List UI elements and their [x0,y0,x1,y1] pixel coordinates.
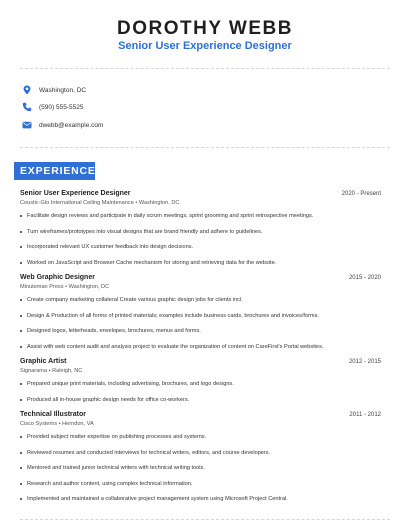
bullet-icon [20,315,22,317]
bullet-text: Produced all in-house graphic design needs for office co-workers. [27,397,190,403]
list-item [20,450,380,456]
list-item [20,465,380,471]
bullet-text: Assist with web content audit and analysis project to evaluate the organization of content on CareFirst's Portal websites. [27,344,324,350]
job-separator: • [48,368,53,374]
job-company-name: Coustic-Glo International Ceiling Maintenance [20,200,134,206]
job-company [20,368,82,374]
list-item [20,344,380,350]
divider-bottom [20,519,390,520]
bullet-text: Facilitate design reviews and participate in daily scrum meetings, sprint grooming and sprint retrospective meetings. [27,213,314,219]
job-company-name: Signarama [20,368,48,374]
job-title: Technical Illustrator [20,411,86,418]
bullet-text: Reviewed resumes and conducted interviews for technical writers, editors, and course developers. [27,450,271,456]
job-location: Herndon, VA [62,421,94,427]
email-icon [22,120,32,130]
bullet-text: Turn wireframes/prototypes into visual designs that are brand friendly and adhere to guidelines. [27,229,263,235]
job-title: Web Graphic Designer [20,274,95,281]
list-item [20,313,380,319]
phone-icon [22,102,32,112]
bullet-text: Implemented and maintained a collaborative project management system using Microsoft Project Central. [27,496,288,502]
bullet-text: Prepared unique print materials, including advertising, brochures, and logo designs. [27,381,234,387]
job-separator: • [58,421,63,427]
bullet-icon [20,262,22,264]
list-item [20,481,380,487]
bullet-icon [20,498,22,500]
contact-location-text: Washington, DC [39,86,87,94]
bullet-icon [20,330,22,332]
bullet-text: Create company marketing collateral Create various graphic design jobs for clients incl. [27,297,243,303]
job-location: Washington, DC [68,284,110,290]
resume-name: DOROTHY WEBB [117,18,293,39]
list-item [20,434,380,440]
job-location: Washington, DC [138,200,180,206]
job-title: Senior User Experience Designer [20,190,131,197]
list-item [20,213,380,219]
bullet-icon [20,231,22,233]
divider-mid [20,147,390,148]
list-item [20,229,380,235]
contact-location [22,84,86,96]
job-dates: 2011 - 2012 [349,412,381,418]
bullet-icon [20,383,22,385]
bullet-text: Design & Production of all forms of printed materials; examples include business cards, brochures and invoices/forms. [27,313,319,319]
section-heading-experience: EXPERIENCE [14,162,95,180]
bullet-text: Mentored and trained junior technical writers with technical writing tools. [27,465,205,471]
location-pin-icon [22,85,32,95]
list-item [20,397,380,403]
divider-top [20,68,390,69]
job-dates: 2015 - 2020 [348,275,381,281]
bullet-text: Research and author content, using complex technical information. [27,481,193,487]
bullet-icon [20,452,22,454]
bullet-icon [20,483,22,485]
job-dates: 2020 - Present [341,191,381,197]
list-item [20,496,380,502]
job-dates: 2012 - 2015 [348,359,381,365]
job-separator: • [135,200,139,206]
job-company [20,421,94,427]
list-item [20,381,380,387]
contact-phone-text: (590) 555-5525 [39,103,84,111]
bullet-text: Provided subject matter expertise on publishing processes and systems. [27,434,207,440]
job-company [20,200,179,206]
list-item [20,328,380,334]
list-item [20,297,380,303]
contact-phone [22,101,83,113]
contact-email [22,119,103,131]
bullet-icon [20,467,22,469]
bullet-text: Designed logos, letterheads, envelopes, brochures, menus and forms. [27,328,201,334]
list-item [20,244,380,250]
bullet-icon [20,346,22,348]
job-company [20,284,109,290]
job-company-name: Minuteman Press [20,284,64,290]
job-title: Graphic Artist [20,358,67,365]
resume-title: Senior User Experience Designer [118,40,292,52]
job-location: Raleigh, NC [52,368,83,374]
bullet-icon [20,246,22,248]
job-separator: • [65,284,69,290]
bullet-icon [20,299,22,301]
bullet-text: Incorporated relevant UX customer feedback into design decisions. [27,244,194,250]
bullet-icon [20,399,22,401]
job-company-name: Cisco Systems [20,421,57,427]
bullet-text: Worked on JavaScript and Browser Cache mechanism for storing and retrieving data for the website. [27,260,277,266]
bullet-icon [20,436,22,438]
list-item [20,260,380,266]
contact-email-text: dwebb@example.com [39,121,104,129]
bullet-icon [20,215,22,217]
